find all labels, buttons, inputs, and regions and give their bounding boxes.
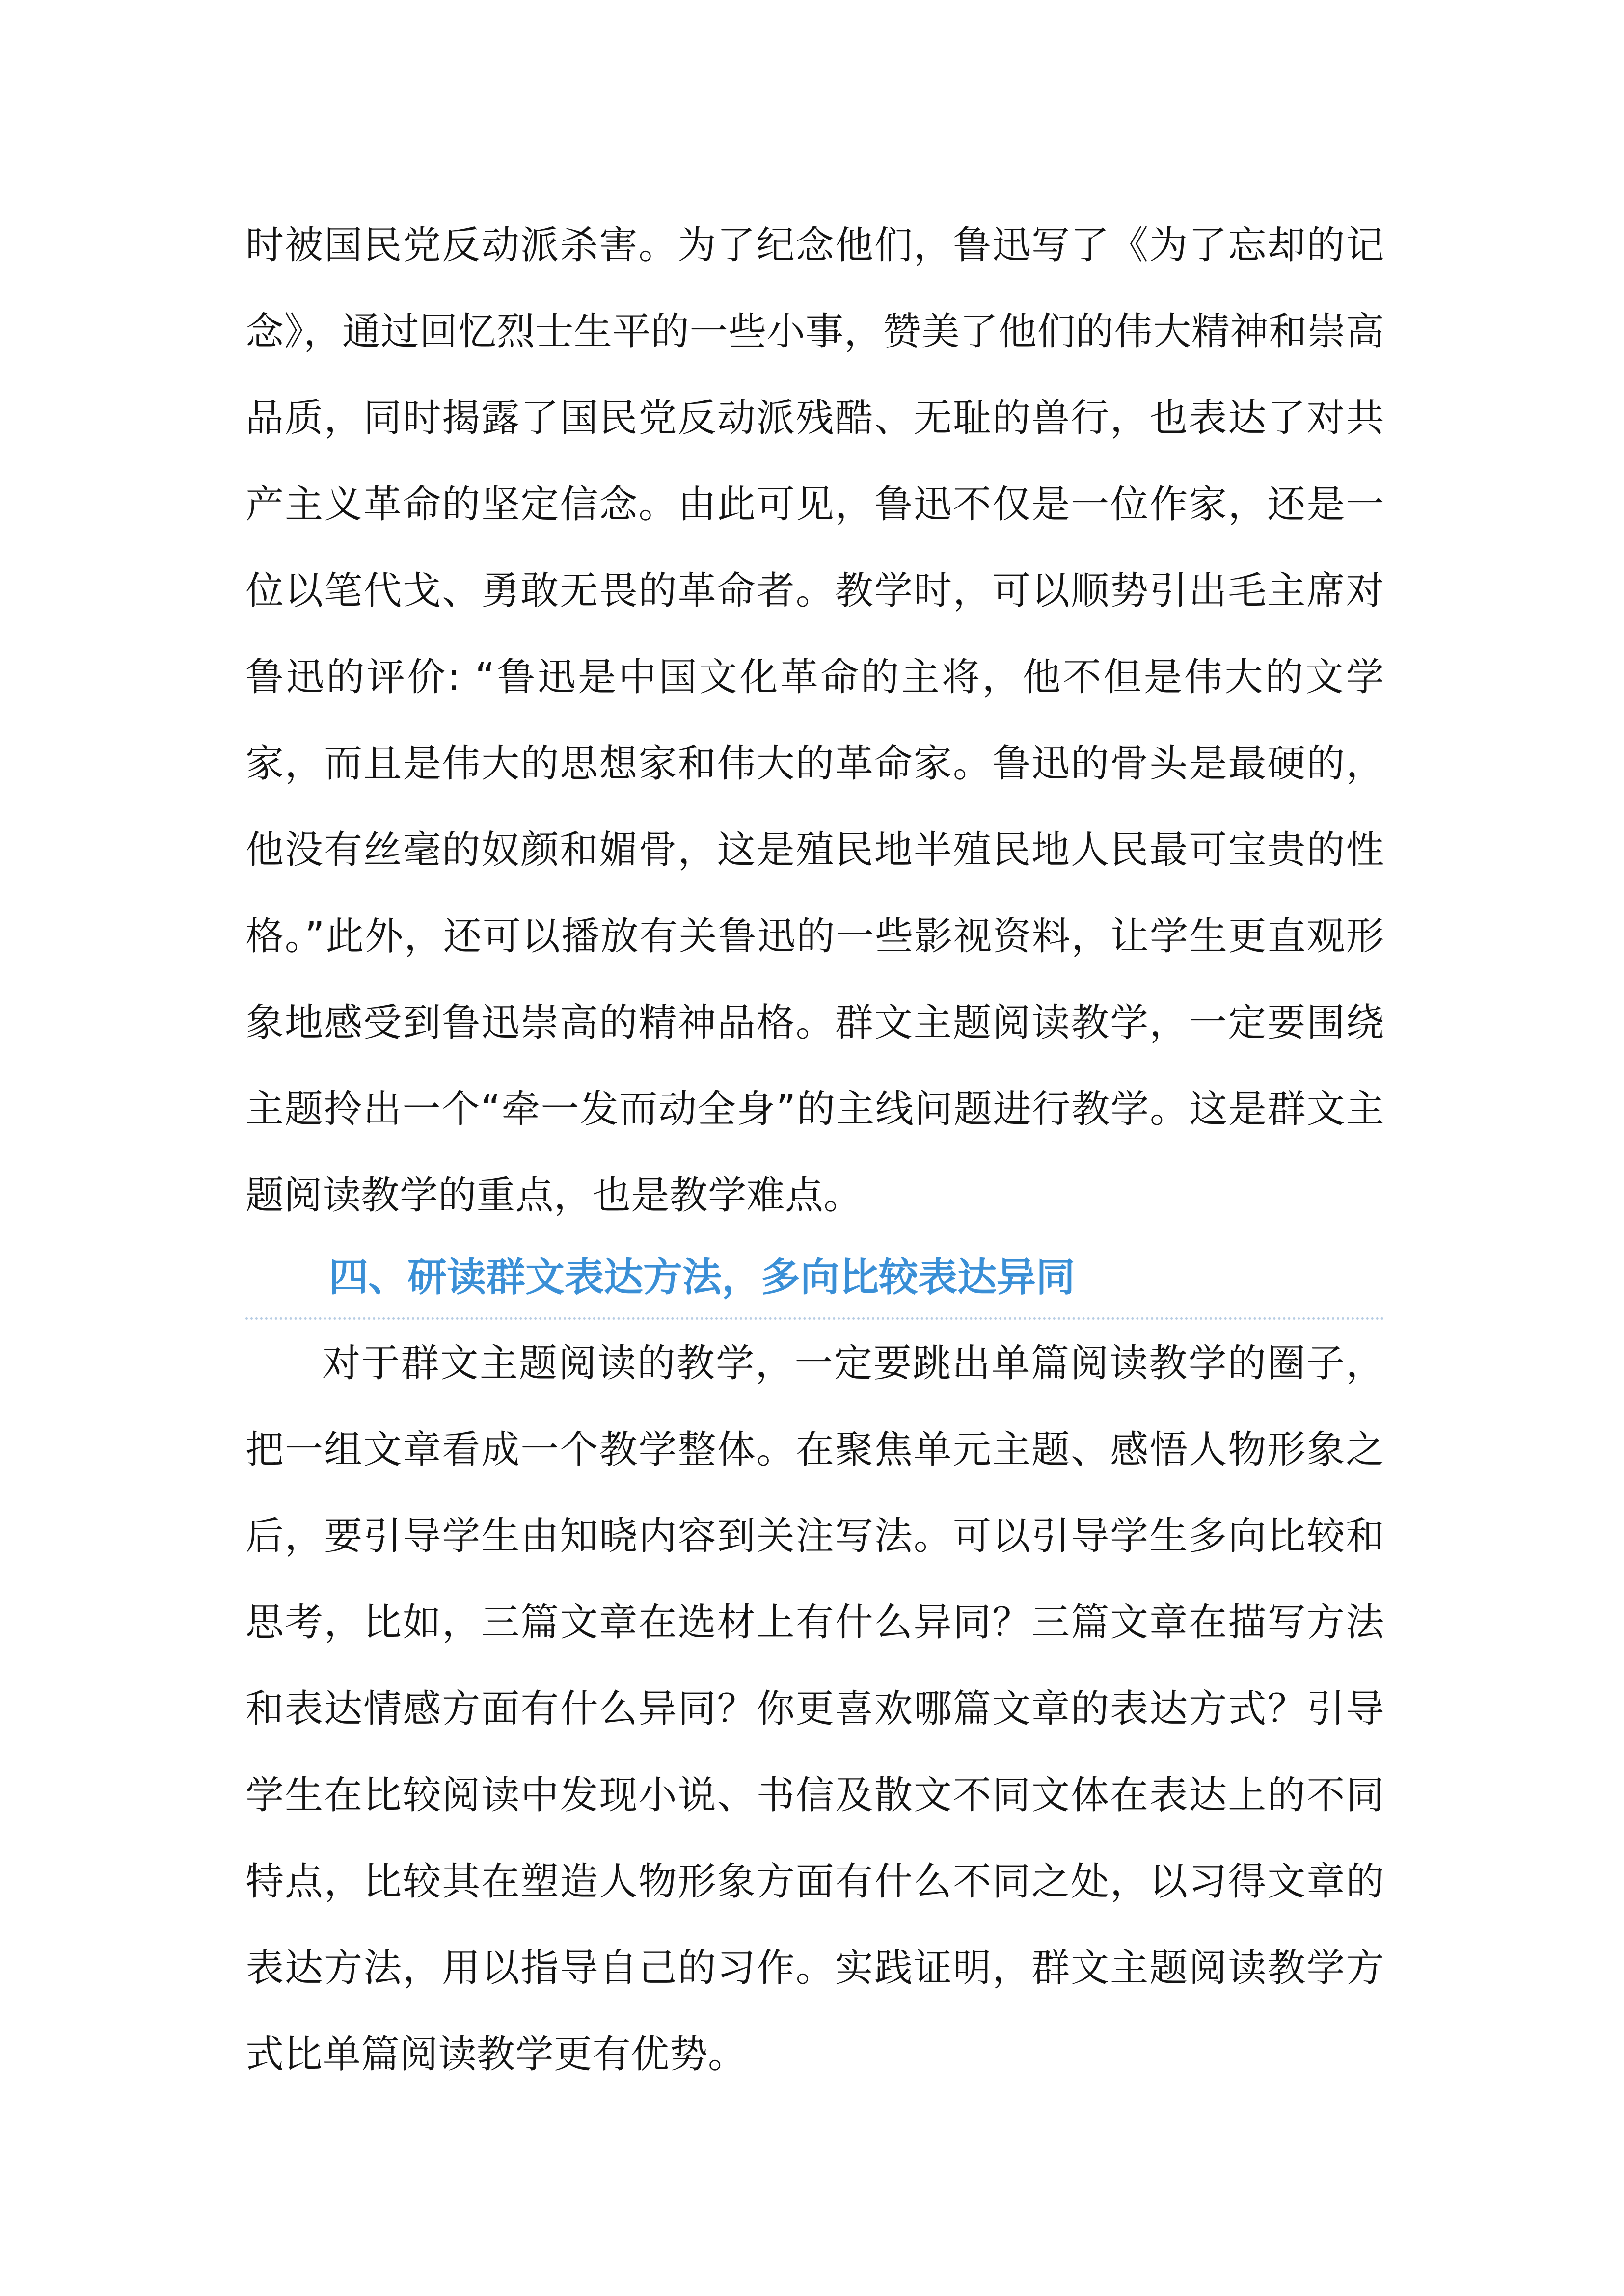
- body-paragraph: 时被国民党反动派杀害。为了纪念他们，鲁迅写了《为了忘却的记念》，通过回忆烈士生平的一些小事，赞美了他们的伟大精神和崇高品质，同时揭露了国民党反动派残酷、无耻的兽行，也表达了对共产主义革命的坚定信念。由此可见，鲁迅不仅是一位作家，还是一位以笔代戈、勇敢无畏的革命者。教学时，可以顺势引出毛主席对鲁迅的评价: “鲁迅是中国文化革命的主将，他不但是伟大的文学家，而且是伟大的思想家和伟大的革命家。鲁迅的骨头是最硬的，他没有丝毫的奴颜和媚骨，这是殖民地半殖民地人民最可宝贵的性格。”此外，还可以播放有关鲁迅的一些影视资料，让学生更直观形象地感受到鲁迅崇高的精神品格。群文主题阅读教学，一定要围绕主题拎出一个“牵一发而动全身”的主线问题进行教学。这是群文主题阅读教学的重点，也是教学难点。: [245, 223, 1384, 1218]
- heading-divider: [245, 1317, 1384, 1320]
- body-paragraph: 对于群文主题阅读的教学，一定要跳出单篇阅读教学的圈子，把一组文章看成一个教学整体。在聚焦单元主题、感悟人物形象之后，要引导学生由知晓内容到关注写法。可以引导学生多向比较和思考，比如，三篇文章在选材上有什么异同？三篇文章在描写方法和表达情感方面有什么异同？你更喜欢哪篇文章的表达方式？引导学生在比较阅读中发现小说、书信及散文不同文体在表达上的不同特点，比较其在塑造人物形象方面有什么不同之处，以习得文章的表达方法，用以指导自己的习作。实践证明，群文主题阅读教学方式比单篇阅读教学更有优势。: [245, 1341, 1384, 2077]
- section-heading: 四、研读群文表达方法，多向比较表达异同: [329, 1255, 1075, 1300]
